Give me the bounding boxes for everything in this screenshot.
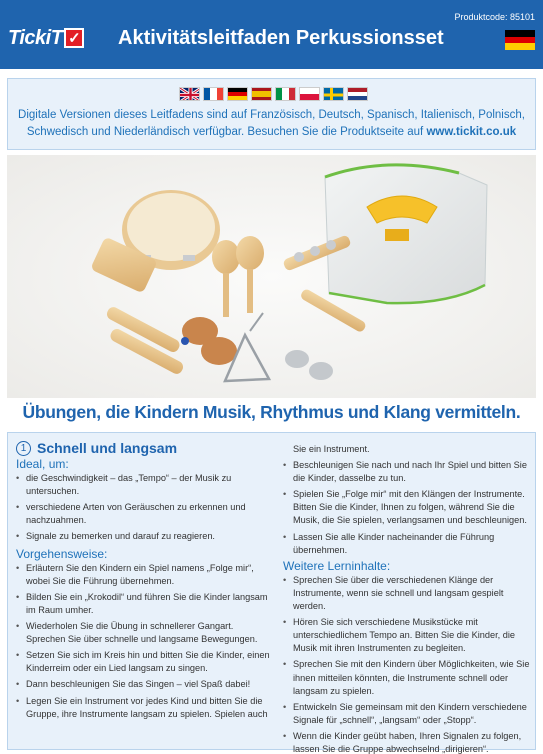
website-link[interactable]: www.tickit.co.uk bbox=[426, 126, 517, 138]
section-title bbox=[16, 441, 272, 456]
procedure-label: Vorgehensweise: bbox=[16, 546, 108, 561]
main-heading: Übungen, die Kindern Musik, Rhythmus und Klang vermitteln. bbox=[22, 402, 521, 422]
procedure-list-continued bbox=[283, 459, 533, 557]
page-title: Aktivitätsleitfaden Perkussionsset bbox=[118, 27, 444, 49]
tickit-logo bbox=[8, 27, 84, 49]
language-flags bbox=[179, 87, 368, 101]
ideal-list bbox=[16, 472, 272, 543]
list-item: • Beschleunigen Sie nach und nach Ihr Spiel und bitten Sie die Kinder, dasselbe zu tun. bbox=[283, 459, 533, 485]
language-info-box bbox=[7, 78, 536, 150]
list-item: • Lassen Sie alle Kinder nacheinander die Führung übernehmen. bbox=[283, 531, 533, 557]
list-item: • Legen Sie ein Instrument vor jedes Kind und bitten Sie die Gruppe, ihre Instrumente langsam zu spielen. Spielen auch bbox=[16, 695, 272, 721]
list-item: • verschiedene Arten von Geräuschen zu erkennen und nachzuahmen. bbox=[16, 501, 272, 527]
list-item: • Wiederholen Sie die Übung in schnellerer Gangart. Sprechen Sie über schnelle und langsame Bewegungen. bbox=[16, 620, 272, 646]
procedure-continued: Sie ein Instrument. bbox=[293, 444, 370, 454]
list-item: • Spielen Sie „Folge mir“ mit den Klängen der Instrumente. Bitten Sie die Kinder, Ihnen zu folgen, während Sie die Musik, die Sie spielen, verlangsamen und beschleunigen. bbox=[283, 488, 533, 527]
list-item: • Bilden Sie ein „Krokodil“ und führen Sie die Kinder langsam im Raum umher. bbox=[16, 591, 272, 617]
logo-check-icon: ✓ bbox=[64, 28, 84, 48]
procedure-list bbox=[16, 562, 272, 721]
list-item: • Setzen Sie sich im Kreis hin und bitten Sie die Kinder, einen Kinderreim oder ein Lied langsam zu singen. bbox=[16, 649, 272, 675]
flag-netherlands-icon[interactable] bbox=[347, 87, 368, 101]
flag-italy-icon[interactable] bbox=[275, 87, 296, 101]
list-item: • Sprechen Sie über die verschiedenen Klänge der Instrumente, wenn sie schnell und langsam gespielt werden. bbox=[283, 574, 533, 613]
flag-sweden-icon[interactable] bbox=[323, 87, 344, 101]
flag-poland-icon[interactable] bbox=[299, 87, 320, 101]
further-label: Weitere Lerninhalte: bbox=[283, 558, 391, 573]
section-title-text: Schnell und langsam bbox=[37, 439, 178, 456]
list-item: • Sprechen Sie mit den Kindern über Möglichkeiten, wie Sie ihnen mitteilen könnten, die Instrumente schnell oder langsam zu spielen. bbox=[283, 658, 533, 697]
list-item: • die Geschwindigkeit – das „Tempo“ – der Musik zu untersuchen. bbox=[16, 472, 272, 498]
product-code: Produktcode: 85101 bbox=[454, 12, 535, 22]
clear-bag bbox=[325, 165, 487, 303]
ideal-label: Ideal, um: bbox=[16, 457, 69, 471]
flag-france-icon[interactable] bbox=[203, 87, 224, 101]
list-item: • Hören Sie sich verschiedene Musikstücke mit unterschiedlichem Tempo an. Bitten Sie die Kinder, die Musik mit ihren Instrumenten zu begleiten. bbox=[283, 616, 533, 655]
flag-germany-icon[interactable] bbox=[227, 87, 248, 101]
flag-spain-icon[interactable] bbox=[251, 87, 272, 101]
info-text: Digitale Versionen dieses Leitfadens sind auf Französisch, Deutsch, Spanisch, Italienisch, Polnisch, Schwedisch und Niederländisch verfügbar. Besuchen Sie die Produktseite auf bbox=[18, 109, 525, 138]
section-number-badge: 1 bbox=[16, 441, 31, 456]
flag-uk-icon[interactable] bbox=[179, 87, 200, 101]
language-info-text bbox=[12, 107, 531, 141]
list-item: • Erläutern Sie den Kindern ein Spiel namens „Folge mir“, wobei Sie die Führung übernehmen. bbox=[16, 562, 272, 588]
flag-germany-icon bbox=[505, 30, 535, 50]
left-column bbox=[16, 441, 272, 724]
header-bar bbox=[0, 0, 543, 69]
right-column bbox=[283, 443, 533, 754]
list-item: • Wenn die Kinder geübt haben, Ihren Signalen zu folgen, lassen Sie die Gruppe abwechselnd „dirigieren“. bbox=[283, 730, 533, 754]
logo-text: TickiT bbox=[8, 26, 63, 49]
list-item: • Signale zu bemerken und darauf zu reagieren. bbox=[16, 530, 272, 543]
list-item: • Entwickeln Sie gemeinsam mit den Kindern verschiedene Signale für „schnell“, „langsam“ oder „Stopp“. bbox=[283, 701, 533, 727]
product-photo bbox=[7, 155, 536, 398]
further-list bbox=[283, 574, 533, 754]
activity-panel bbox=[7, 432, 536, 754]
list-item: • Dann beschleunigen Sie das Singen – viel Spaß dabei! bbox=[16, 678, 272, 691]
